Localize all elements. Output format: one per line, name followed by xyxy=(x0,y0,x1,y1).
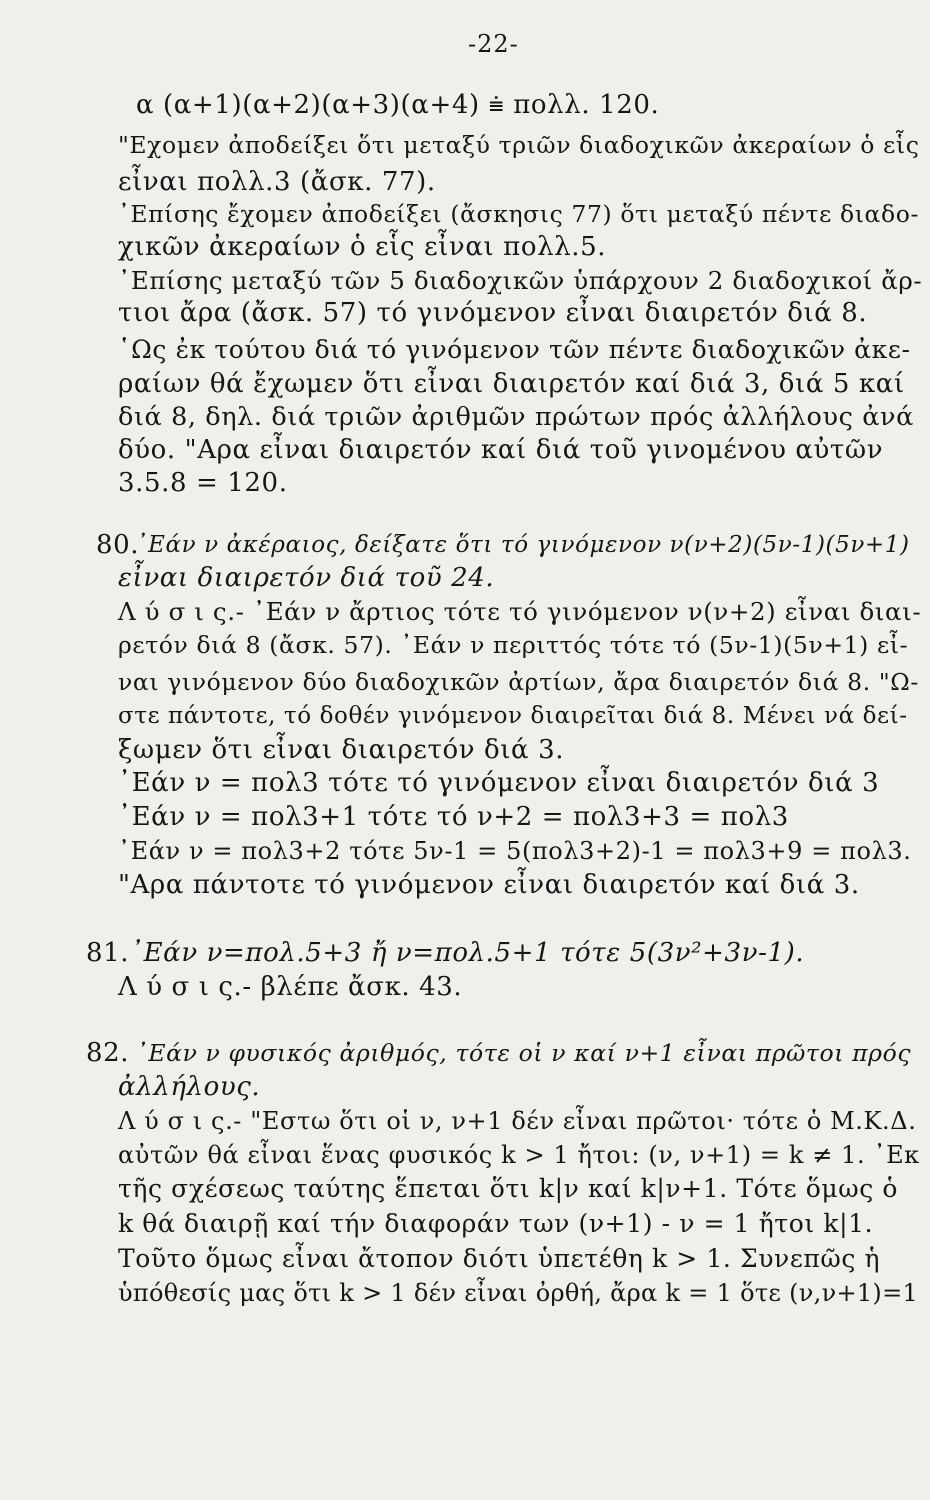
formula-line: α (α+1)(α+2)(α+3)(α+4) ⩧ πολλ. 120. xyxy=(136,90,660,120)
solution-line: "Αρα πάντοτε τό γινόμενον εἶναι διαιρετόν καί διά 3. xyxy=(118,870,860,900)
solution-line: ᾿Εάν ν = πολ3+1 τότε τό ν+2 = πολ3+3 = πολ3 xyxy=(118,802,789,832)
solution-line: ρετόν διά 8 (ἄσκ. 57). ᾿Εάν ν περιττός τότε τό (5ν-1)(5ν+1) εἶ- xyxy=(118,631,909,659)
problem-80-statement: εἶναι διαιρετόν διά τοῦ 24. xyxy=(118,563,495,593)
solution-line: Τοῦτο ὅμως εἶναι ἄτοπον διότι ὑπετέθη k > 1. Συνεπῶς ἡ xyxy=(118,1244,881,1273)
page-number: -22- xyxy=(468,30,519,58)
text-line: ᾿Επίσης ἔχομεν ἀποδείξει (ἄσκησις 77) ὅτι μεταξύ πέντε διαδο- xyxy=(118,200,920,228)
solution-line: αὐτῶν θά εἶναι ἕνας φυσικός k > 1 ἤτοι: (ν, ν+1) = k ≠ 1. ᾿Εκ xyxy=(118,1141,920,1169)
text-line: "Εχομεν ἀποδείξει ὅτι μεταξύ τριῶν διαδοχικῶν ἀκεραίων ὁ εἷς xyxy=(118,131,920,159)
solution-line: Λ ύ σ ι ς.- "Εστω ὅτι οἱ ν, ν+1 δέν εἶναι πρῶτοι· τότε ὁ Μ.Κ.Δ. xyxy=(118,1107,917,1135)
text-line: χικῶν ἀκεραίων ὁ εἷς εἶναι πολλ.5. xyxy=(118,232,607,262)
solution-line: ὑπόθεσίς μας ὅτι k > 1 δέν εἶναι ὀρθή, ἄρα k = 1 ὅτε (ν,ν+1)=1 xyxy=(118,1279,919,1307)
solution-line: Λ ύ σ ι ς.- βλέπε ἄσκ. 43. xyxy=(118,972,463,1002)
solution-line: ᾿Εάν ν = πολ3 τότε τό γινόμενον εἶναι διαιρετόν διά 3 xyxy=(118,768,880,798)
problem-81-statement: ᾿Εάν ν=πολ.5+3 ἤ ν=πολ.5+1 τότε 5(3ν²+3ν-1). xyxy=(130,938,805,968)
text-line: ᾿Επίσης μεταξύ τῶν 5 διαδοχικῶν ὑπάρχουν 2 διαδοχικοί ἄρ- xyxy=(118,266,923,295)
problem-82-statement: ᾿Εάν ν φυσικός ἀριθμός, τότε οἱ ν καί ν+1 εἶναι πρῶτοι πρός xyxy=(136,1039,912,1067)
text-line: εἶναι πολλ.3 (ἄσκ. 77). xyxy=(118,167,436,197)
problem-82-number: 82. xyxy=(86,1038,130,1068)
solution-line: ξωμεν ὅτι εἶναι διαιρετόν διά 3. xyxy=(118,735,565,765)
text-line: διά 8, δηλ. διά τριῶν ἀριθμῶν πρώτων πρός ἀλλήλους ἀνά xyxy=(118,402,914,432)
problem-80-statement: ᾿Εάν ν ἀκέραιος, δείξατε ὅτι τό γινόμενον ν(ν+2)(5ν-1)(5ν+1) xyxy=(136,532,910,558)
text-line: ραίων θά ἔχωμεν ὅτι εἶναι διαιρετόν καί διά 3, διά 5 καί xyxy=(118,369,905,399)
problem-82-statement: ἀλλήλους. xyxy=(118,1072,261,1102)
solution-line: Λ ύ σ ι ς.- ᾿Εάν ν ἄρτιος τότε τό γινόμενον ν(ν+2) εἶναι διαι- xyxy=(118,597,922,626)
problem-80-number: 80. xyxy=(96,530,140,560)
solution-line: ναι γινόμενον δύο διαδοχικῶν ἀρτίων, ἄρα διαιρετόν διά 8. "Ω- xyxy=(118,668,919,696)
text-line: ῾Ως ἐκ τούτου διά τό γινόμενον τῶν πέντε διαδοχικῶν ἀκε- xyxy=(118,335,911,364)
solution-line: στε πάντοτε, τό δοθέν γινόμενον διαιρεῖται διά 8. Μένει νά δεί- xyxy=(118,703,908,729)
text-line: 3.5.8 = 120. xyxy=(118,468,288,498)
solution-line: ᾿Εάν ν = πολ3+2 τότε 5ν-1 = 5(πολ3+2)-1 = πολ3+9 = πολ3. xyxy=(118,837,912,865)
solution-line: τῆς σχέσεως ταύτης ἕπεται ὅτι k|ν καί k|ν+1. Τότε ὅμως ὁ xyxy=(118,1174,899,1203)
text-line: τιοι ἄρα (ἄσκ. 57) τό γινόμενον εἶναι διαιρετόν διά 8. xyxy=(118,298,868,328)
text-line: δύο. "Αρα εἶναι διαιρετόν καί διά τοῦ γινομένου αὐτῶν xyxy=(118,435,884,465)
solution-line: k θά διαιρῇ καί τήν διαφοράν των (ν+1) - ν = 1 ἤτοι k|1. xyxy=(118,1209,874,1238)
problem-81-number: 81. xyxy=(86,938,130,968)
